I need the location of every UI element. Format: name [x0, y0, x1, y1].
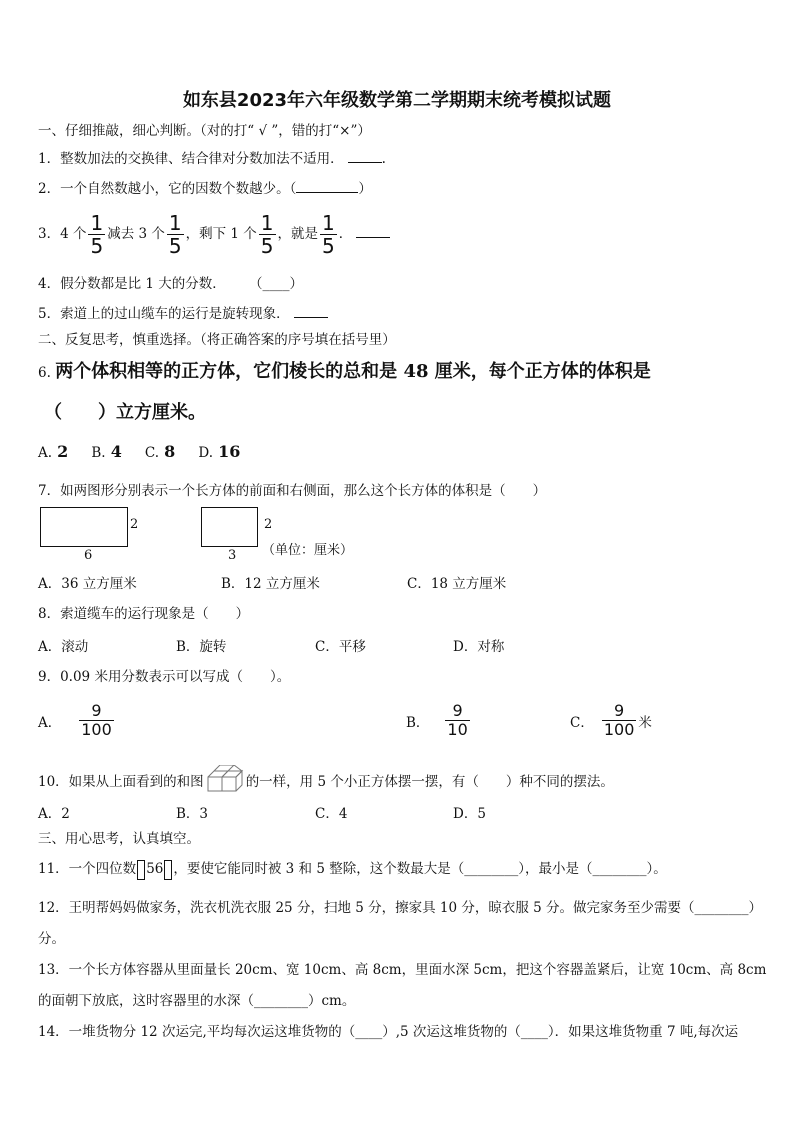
question-8-option-d: D．对称	[453, 639, 505, 655]
question-7-option-b: B．12 立方厘米	[221, 576, 320, 592]
question-2-text: 2．一个自然数越小，它的因数个数越少。（	[38, 181, 297, 197]
question-10-option-b: B．3	[176, 806, 209, 822]
side-face-rectangle	[201, 507, 258, 547]
side-face-height: 2	[264, 517, 273, 532]
question-2-end: ）	[358, 181, 372, 197]
option-label: D.	[198, 445, 214, 461]
known-digits: 56	[146, 861, 164, 877]
option-a: 2	[57, 442, 69, 461]
question-4-text: 4．假分数都是比 1 大的分数．	[38, 276, 226, 292]
question-8-option-a: A．滚动	[38, 639, 89, 655]
option-label: B.	[91, 445, 106, 461]
question-2	[38, 177, 372, 197]
question-11	[38, 857, 667, 880]
fraction-one-fifth: $\frac{1}{5}$	[322, 211, 335, 258]
question-7-option-a: A．36 立方厘米	[38, 576, 137, 592]
question-3-part: ，就是	[277, 226, 319, 242]
digit-box	[137, 860, 145, 880]
cube-figure-icon	[206, 765, 244, 795]
section-heading-3: 三、用心思考，认真填空。	[38, 831, 200, 847]
question-3-part: 3．4 个	[38, 226, 87, 242]
option-d: 16	[218, 442, 241, 461]
question-12-line1: 12．王明帮妈妈做家务，洗衣机洗衣服 25 分，扫地 5 分，擦家具 10 分，晾衣服 5 分。做完家务至少需要（________）	[38, 900, 763, 916]
answer-blank	[348, 150, 382, 163]
option-label: C.	[144, 445, 160, 461]
unit-label: 米	[638, 714, 652, 731]
question-4-paren: （____）	[255, 276, 304, 292]
question-4	[38, 272, 303, 292]
question-5-text: 5．索道上的过山缆车的运行是旋转现象．	[38, 306, 290, 322]
fraction-9-10: $\frac{9}{10}$	[447, 701, 468, 739]
page-title: 如东县2023年六年级数学第二学期期末统考模拟试题	[182, 90, 612, 111]
question-11-text: 11．一个四位数	[38, 861, 137, 877]
question-10-text: 10．如果从上面看到的和图	[38, 774, 204, 790]
answer-blank	[356, 225, 390, 238]
question-1-text: 1．整数加法的交换律、结合律对分数加法不适用．	[38, 151, 344, 167]
question-10-option-a: A．2	[38, 806, 70, 822]
fraction-9-100: $\frac{9}{100}$	[603, 701, 635, 739]
question-1-end: .	[381, 151, 386, 167]
fraction-9-100: $\frac{9}{100}$	[81, 701, 112, 739]
question-9-option-a	[38, 702, 116, 739]
question-5	[38, 302, 328, 322]
fraction-one-fifth: $\frac{1}{5}$	[260, 211, 274, 258]
question-13-line2: 的面朝下放底，这时容器里的水深（________）cm。	[38, 993, 356, 1009]
front-face-length: 6	[84, 548, 93, 563]
fraction-one-fifth: $\frac{1}{5}$	[168, 211, 182, 258]
unit-note: （单位：厘米）	[262, 543, 354, 558]
question-3-part: ．	[338, 226, 353, 242]
question-9: 9．0.09 米用分数表示可以写成（ ）。	[38, 669, 291, 685]
question-11-text: ，要使它能同时被 3 和 5 整除，这个数最大是（________），最小是（________）。	[173, 861, 667, 877]
question-3-part: 减去 3 个	[107, 226, 165, 242]
option-label: A.	[38, 445, 53, 461]
side-face-width: 3	[228, 548, 237, 563]
question-6-line1: 两个体积相等的正方体，它们棱长的总和是 48 厘米，每个正方体的体积是	[55, 361, 651, 382]
digit-box	[164, 860, 172, 880]
option-label: A．	[38, 714, 62, 731]
front-face-rectangle	[40, 507, 128, 547]
question-13-line1: 13．一个长方体容器从里面量长 20cm、宽 10cm、高 8cm，里面水深 5cm，把这个容器盖紧后，让宽 10cm、高 8cm	[38, 962, 767, 978]
front-face-height: 2	[130, 517, 139, 532]
question-6-line2: （ ）立方厘米。	[44, 402, 206, 423]
question-3-part: ，剩下 1 个	[185, 226, 257, 242]
question-9-option-c	[570, 702, 652, 739]
question-8: 8．索道缆车的运行现象是（ ）	[38, 606, 250, 622]
question-1	[38, 147, 386, 167]
question-3	[38, 212, 390, 257]
fraction-one-fifth: $\frac{1}{5}$	[90, 211, 104, 258]
question-10	[38, 765, 614, 795]
option-b: 4	[110, 442, 122, 461]
section-heading-1: 一、仔细推敲，细心判断。（对的打“ √ ”，错的打“×”）	[38, 123, 371, 139]
question-10-option-d: D．5	[453, 806, 486, 822]
question-7: 7．如两图形分别表示一个长方体的前面和右侧面，那么这个长方体的体积是（ ）	[38, 483, 547, 499]
answer-blank	[294, 305, 328, 318]
question-12-line2: 分。	[38, 931, 65, 947]
question-14-line1: 14．一堆货物分 12 次运完,平均每次运这堆货物的（____）,5 次运这堆货物的（____）．如果这堆货物重 7 吨,每次运	[38, 1024, 739, 1040]
question-6-options	[38, 442, 240, 461]
question-9-option-b	[406, 702, 472, 739]
question-6-number: 6.	[38, 365, 51, 381]
option-c: 8	[164, 442, 176, 461]
answer-blank	[296, 180, 358, 193]
question-6	[38, 357, 651, 383]
question-7-option-c: C．18 立方厘米	[407, 576, 507, 592]
option-label: C．	[570, 714, 594, 731]
question-8-option-c: C．平移	[315, 639, 366, 655]
question-10-option-c: C．4	[315, 806, 348, 822]
option-label: B．	[406, 714, 430, 731]
question-10-text: 的一样，用 5 个小正方体摆一摆，有（ ）种不同的摆法。	[245, 774, 614, 790]
section-heading-2: 二、反复思考，慎重选择。（将正确答案的序号填在括号里）	[38, 332, 396, 348]
question-8-option-b: B．旋转	[176, 639, 227, 655]
